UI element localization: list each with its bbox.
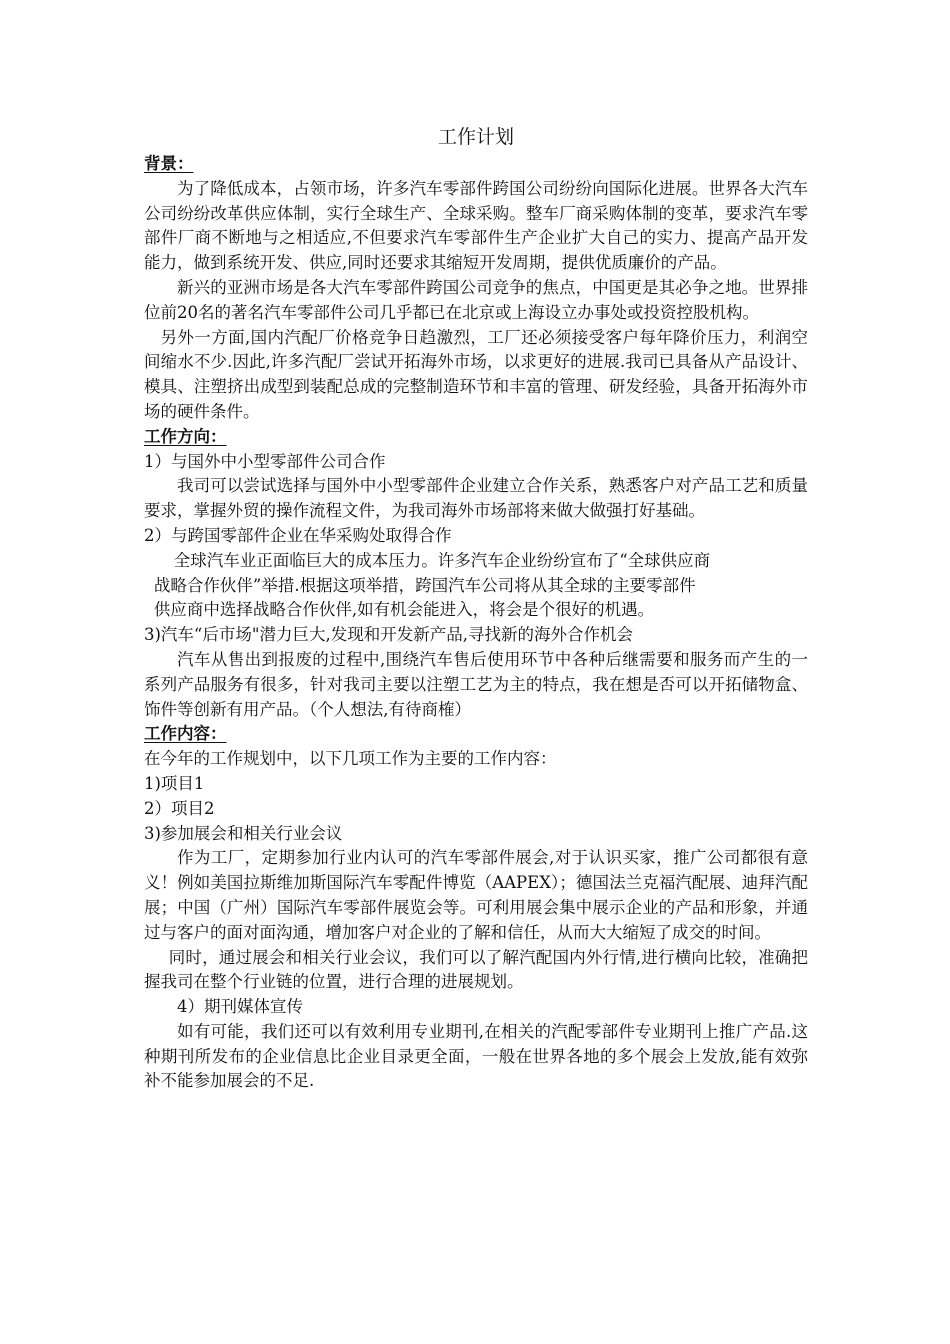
direction-item-2-line-1: 全球汽车业正面临巨大的成本压力。许多汽车企业纷纷宣布了“全球供应商 <box>173 550 711 570</box>
background-paragraph-3: 另外一方面,国内汽配厂价格竞争日趋激烈，工厂还必须接受客户每年降价压力，利润空间缩水不少.因此,许多汽配厂尝试开拓海外市场，以求更好的进展.我司已具备从产品设计、模具、注塑挤出成型到装配总成的完整制造环节和丰富的管理、研发经验，具备开拓海外市场的硬件条件。 <box>144 327 808 421</box>
section-heading-background: 背景： <box>144 154 194 173</box>
content-item-4-body: 如有可能，我们还可以有效利用专业期刊,在相关的汽配零部件专业期刊上推广产品.这种期刊所发布的企业信息比企业目录更全面，一般在世界各地的多个展会上发放,能有效弥补不能参加展会的不足. <box>144 1021 808 1091</box>
background-paragraph-2: 新兴的亚洲市场是各大汽车零部件跨国公司竞争的焦点，中国更是其必争之地。世界排位前20名的著名汽车零部件公司几乎都已在北京或上海设立办事处或投资控股机构。 <box>144 277 808 322</box>
content-item-2: 2）项目2 <box>144 798 215 818</box>
content-item-3-title: 3)参加展会和相关行业会议 <box>144 823 343 843</box>
direction-item-2-title: 2）与跨国零部件企业在华采购处取得合作 <box>144 525 452 545</box>
content-item-4-title: 4）期刊媒体宣传 <box>177 997 303 1017</box>
document-title: 工作计划 <box>437 126 514 148</box>
content-intro: 在今年的工作规划中，以下几项工作为主要的工作内容： <box>144 749 557 769</box>
section-heading-direction: 工作方向： <box>144 426 227 446</box>
direction-item-3-body: 汽车从售出到报废的过程中,围绕汽车售后使用环节中各种后继需要和服务而产生的一系列产品服务有很多，针对我司主要以注塑工艺为主的特点，我在想是否可以开拓储物盒、饰件等创新有用产品。（个人想法,有待商榷） <box>144 649 808 719</box>
direction-item-2-line-2: 战略合作伙伴”举措.根据这项举措，跨国汽车公司将从其全球的主要零部件 <box>153 575 696 595</box>
content-item-3-body-1: 作为工厂，定期参加行业内认可的汽车零部件展会,对于认识买家，推广公司都很有意义！例如美国拉斯维加斯国际汽车零配件博览（AAPEX）；德国法兰克福汽配展、迪拜汽配展；中国（广州）国际汽车零部件展览会等。可利用展会集中展示企业的产品和形象，并通过与客户的面对面沟通，增加客户对企业的了解和信任，从而大大缩短了成交的时间。 <box>144 848 808 942</box>
section-heading-content: 工作内容： <box>144 724 227 744</box>
direction-item-1-title: 1）与国外中小型零部件公司合作 <box>144 451 386 471</box>
content-item-3-body-2: 同时，通过展会和相关行业会议，我们可以了解汽配国内外行情,进行横向比较，准确把握我司在整个行业链的位置，进行合理的进展规划。 <box>144 947 808 992</box>
content-item-1: 1)项目1 <box>144 773 205 793</box>
direction-item-3-title: 3)汽车“后市场"潜力巨大,发现和开发新产品,寻找新的海外合作机会 <box>144 625 633 645</box>
document-body <box>144 122 808 1094</box>
direction-item-1-body: 我司可以尝试选择与国外中小型零部件企业建立合作关系，熟悉客户对产品工艺和质量要求，掌握外贸的操作流程文件，为我司海外市场部将来做大做强打好基础。 <box>144 476 808 521</box>
background-paragraph-1: 为了降低成本，占领市场，许多汽车零部件跨国公司纷纷向国际化进展。世界各大汽车公司纷纷改革供应体制，实行全球生产、全球采购。整车厂商采购体制的变革，要求汽车零部件厂商不断地与之相适应,不但要求汽车零部件生产企业扩大自己的实力、提高产品开发能力，做到系统开发、供应,同时还要求其缩短开发周期，提供优质廉价的产品。 <box>144 178 808 273</box>
direction-item-2-line-3: 供应商中选择战略合作伙伴,如有机会能进入，将会是个很好的机遇。 <box>153 600 655 620</box>
